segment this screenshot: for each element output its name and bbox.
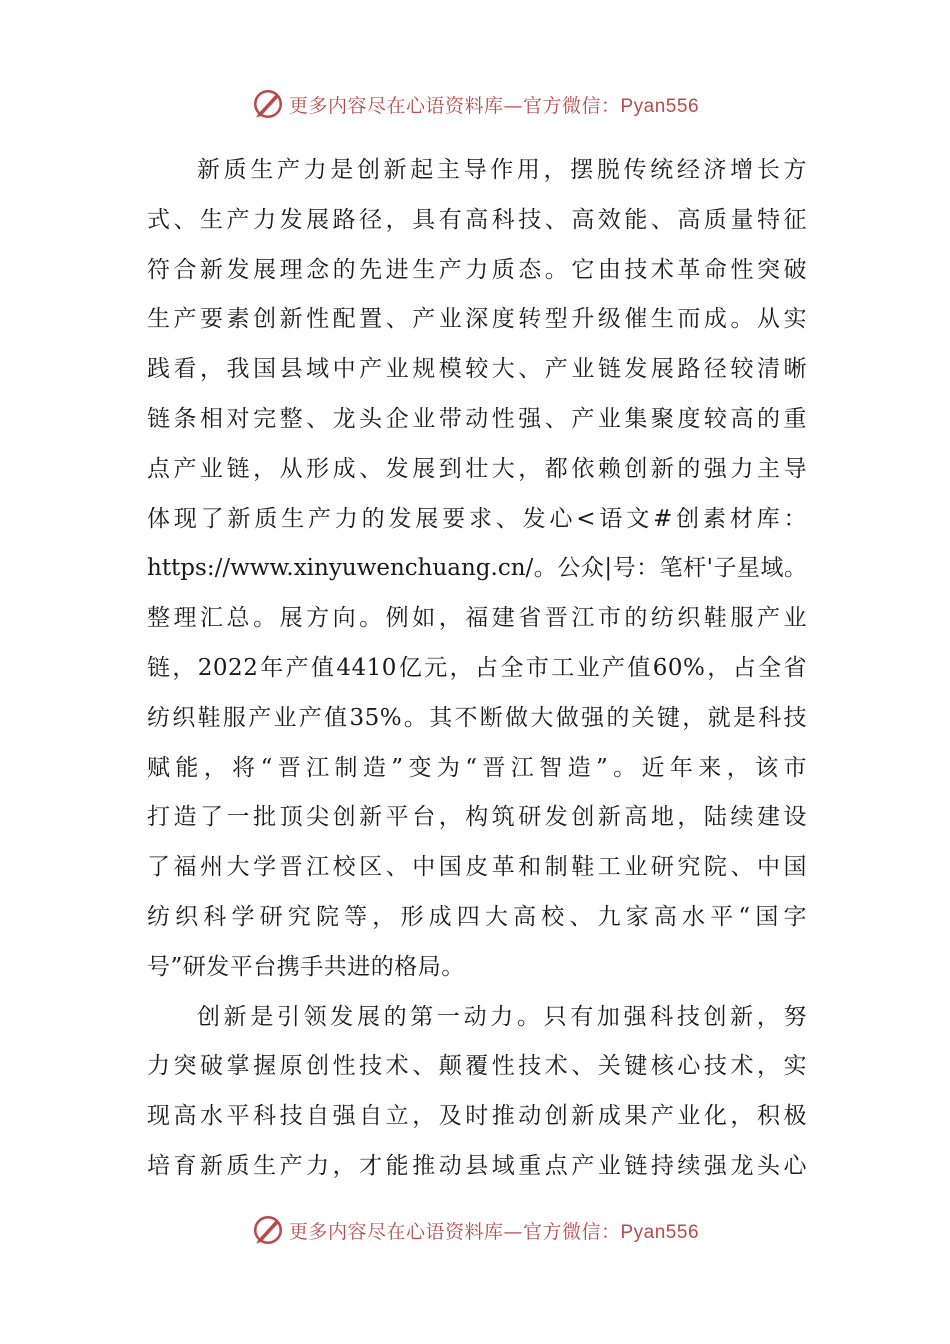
paragraph-2-line: 创新是引领发展的第一动力。只有加强科技创新，努 bbox=[197, 1003, 807, 1030]
paragraph-1-line: 赋能，将“晋江制造”变为“晋江智造”。近年来，该市 bbox=[147, 754, 807, 781]
paragraph-1-line: 纺织鞋服产业产值35%。其不断做大做强的关键，就是科技 bbox=[147, 704, 807, 731]
paragraph-1-line: 链，2022年产值4410亿元，占全市工业产值60%，占全省 bbox=[147, 654, 807, 681]
wechat-id: Pyan556 bbox=[620, 95, 700, 117]
wechat-id: Pyan556 bbox=[620, 1221, 700, 1243]
paragraph-2-line: 力突破掌握原创性技术、颠覆性技术、关键核心技术，实 bbox=[147, 1053, 807, 1080]
paragraph-1-line: 体现了新质生产力的发展要求、发心<语文#创素材库： bbox=[147, 505, 807, 532]
pen-logo-icon bbox=[251, 1213, 285, 1247]
paragraph-1-line: 链条相对完整、龙头企业带动性强、产业集聚度较高的重 bbox=[147, 405, 807, 432]
paragraph-1-line: 式、生产力发展路径，具有高科技、高效能、高质量特征 bbox=[147, 206, 807, 233]
paragraph-1-line: 纺织科学研究院等，形成四大高校、九家高水平“国字 bbox=[147, 903, 807, 930]
paragraph-1-line: https://www.xinyuwenchuang.cn/。公众|号：笔杆'子星域。 bbox=[147, 555, 807, 582]
paragraph-1-line: 了福州大学晋江校区、中国皮革和制鞋工业研究院、中国 bbox=[147, 854, 807, 881]
header-banner bbox=[0, 84, 950, 124]
paragraph-1-line: 打造了一批顶尖创新平台，构筑研发创新高地，陆续建设 bbox=[147, 804, 807, 831]
paragraph-1-line: 符合新发展理念的先进生产力质态。它由技术革命性突破 bbox=[147, 256, 807, 283]
paragraph-1-line: 号”研发平台携手共进的格局。 bbox=[147, 953, 465, 980]
paragraph-1-line: 点产业链，从形成、发展到壮大，都依赖创新的强力主导 bbox=[147, 455, 807, 482]
paragraph-2-line: 培育新质生产力，才能推动县域重点产业链持续强龙头心 bbox=[147, 1152, 807, 1179]
paragraph-1-line: 践看，我国县域中产业规模较大、产业链发展路径较清晰 bbox=[147, 356, 807, 383]
document-body bbox=[147, 146, 807, 1192]
banner-text: 更多内容尽在心语资料库—官方微信：Pyan556 bbox=[288, 94, 700, 117]
footer-banner bbox=[0, 1210, 950, 1250]
paragraph-1-line: 生产要素创新性配置、产业深度转型升级催生而成。从实 bbox=[147, 306, 807, 333]
paragraph-1-line: 整理汇总。展方向。例如，福建省晋江市的纺织鞋服产业 bbox=[147, 605, 807, 632]
banner-text: 更多内容尽在心语资料库—官方微信：Pyan556 bbox=[288, 1220, 700, 1243]
paragraph-2-line: 现高水平科技自强自立，及时推动创新成果产业化，积极 bbox=[147, 1103, 807, 1130]
paragraph-1-line: 新质生产力是创新起主导作用，摆脱传统经济增长方 bbox=[197, 157, 807, 183]
pen-logo-icon bbox=[251, 87, 285, 121]
